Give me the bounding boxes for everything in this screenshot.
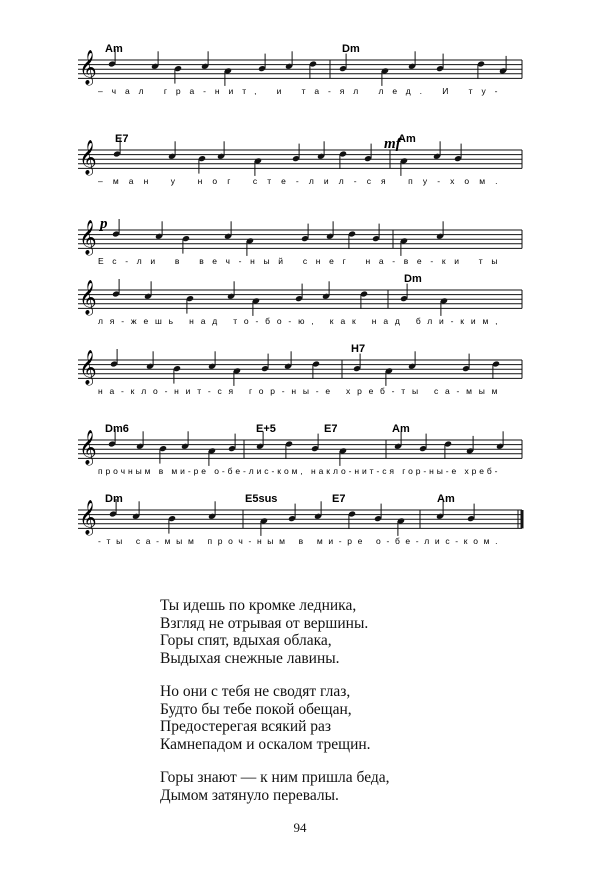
chord-symbol: E+5 — [256, 423, 276, 435]
chord-symbol: H7 — [351, 343, 366, 355]
lyric-line: –чал гра-нит, и та-ял лед. И ту- — [98, 86, 499, 96]
poem — [160, 597, 490, 820]
poem-line: Будто бы тебе покой обещан, — [160, 700, 352, 718]
dynamic-marking: p — [100, 216, 108, 232]
poem-line: Горы спят, вдыхая облака, — [160, 632, 332, 649]
poem-stanza-2 — [160, 683, 490, 753]
music-system — [78, 493, 522, 546]
page-number: 94 — [293, 820, 307, 835]
treble-clef-icon: 𝄞 — [79, 500, 97, 535]
lyric-line: –ман у ног сте-лил-ся пу-хом. — [98, 176, 499, 186]
poem-line: Предостерегая всякий раз — [160, 718, 332, 735]
music-system — [78, 43, 522, 96]
chord-symbol: E7 — [324, 423, 338, 435]
treble-clef-icon: 𝄞 — [79, 50, 97, 85]
chord-symbol: Dm — [105, 493, 123, 505]
chord-symbol: Am — [398, 133, 416, 145]
poem-line: Ты идешь по кромке ледника, — [160, 597, 357, 614]
chord-symbol: E7 — [115, 133, 129, 145]
poem-stanza-1 — [160, 597, 490, 667]
chord-symbol: E5sus — [245, 493, 278, 505]
chord-symbol: Am — [437, 493, 455, 505]
poem-line: Выдыхая снежные лавины. — [160, 649, 340, 667]
music-system — [78, 216, 522, 266]
music-system — [78, 273, 522, 326]
lyric-line: -ты са-мым проч-ным в ми-ре о-бе-лис-ком. — [98, 536, 498, 546]
lyric-line: прочным в ми-ре о-бе-лис-ком, накло-нит-ся гор-ны-е хреб- — [98, 466, 498, 476]
music-system — [78, 343, 522, 396]
chord-symbol: Am — [392, 423, 410, 435]
lyric-line: на-кло-нит-ся гор-ны-е хреб-ты са-мым — [98, 386, 498, 396]
chord-symbol: Dm6 — [105, 423, 129, 435]
poem-line: Камнепадом и оскалом трещин. — [160, 735, 371, 753]
treble-clef-icon: 𝄞 — [79, 220, 97, 255]
lyric-line: Ес-ли в веч-ный снег на-ве-ки ты — [98, 256, 498, 266]
poem-line: Взгляд не отрывая от вершины. — [160, 614, 369, 632]
chord-symbol: Dm — [342, 43, 360, 55]
music-system — [78, 133, 522, 186]
chord-symbol: Dm — [404, 273, 422, 285]
poem-line: Дымом затянуло перевалы. — [160, 786, 339, 804]
treble-clef-icon: 𝄞 — [79, 350, 97, 385]
music-system — [78, 423, 522, 476]
lyric-line: ля-жешь над то-бо-ю, как над бли-ким, — [98, 316, 498, 326]
treble-clef-icon: 𝄞 — [79, 280, 97, 315]
treble-clef-icon: 𝄞 — [79, 430, 97, 465]
poem-line: Но они с тебя не сводят глаз, — [160, 683, 351, 700]
chord-symbol: E7 — [332, 493, 346, 505]
poem-line: Горы знают — к ним пришла беда, — [160, 769, 390, 786]
chord-symbol: Am — [105, 43, 123, 55]
poem-stanza-3 — [160, 769, 490, 804]
dynamic-marking: mf — [384, 136, 401, 152]
treble-clef-icon: 𝄞 — [79, 140, 97, 175]
